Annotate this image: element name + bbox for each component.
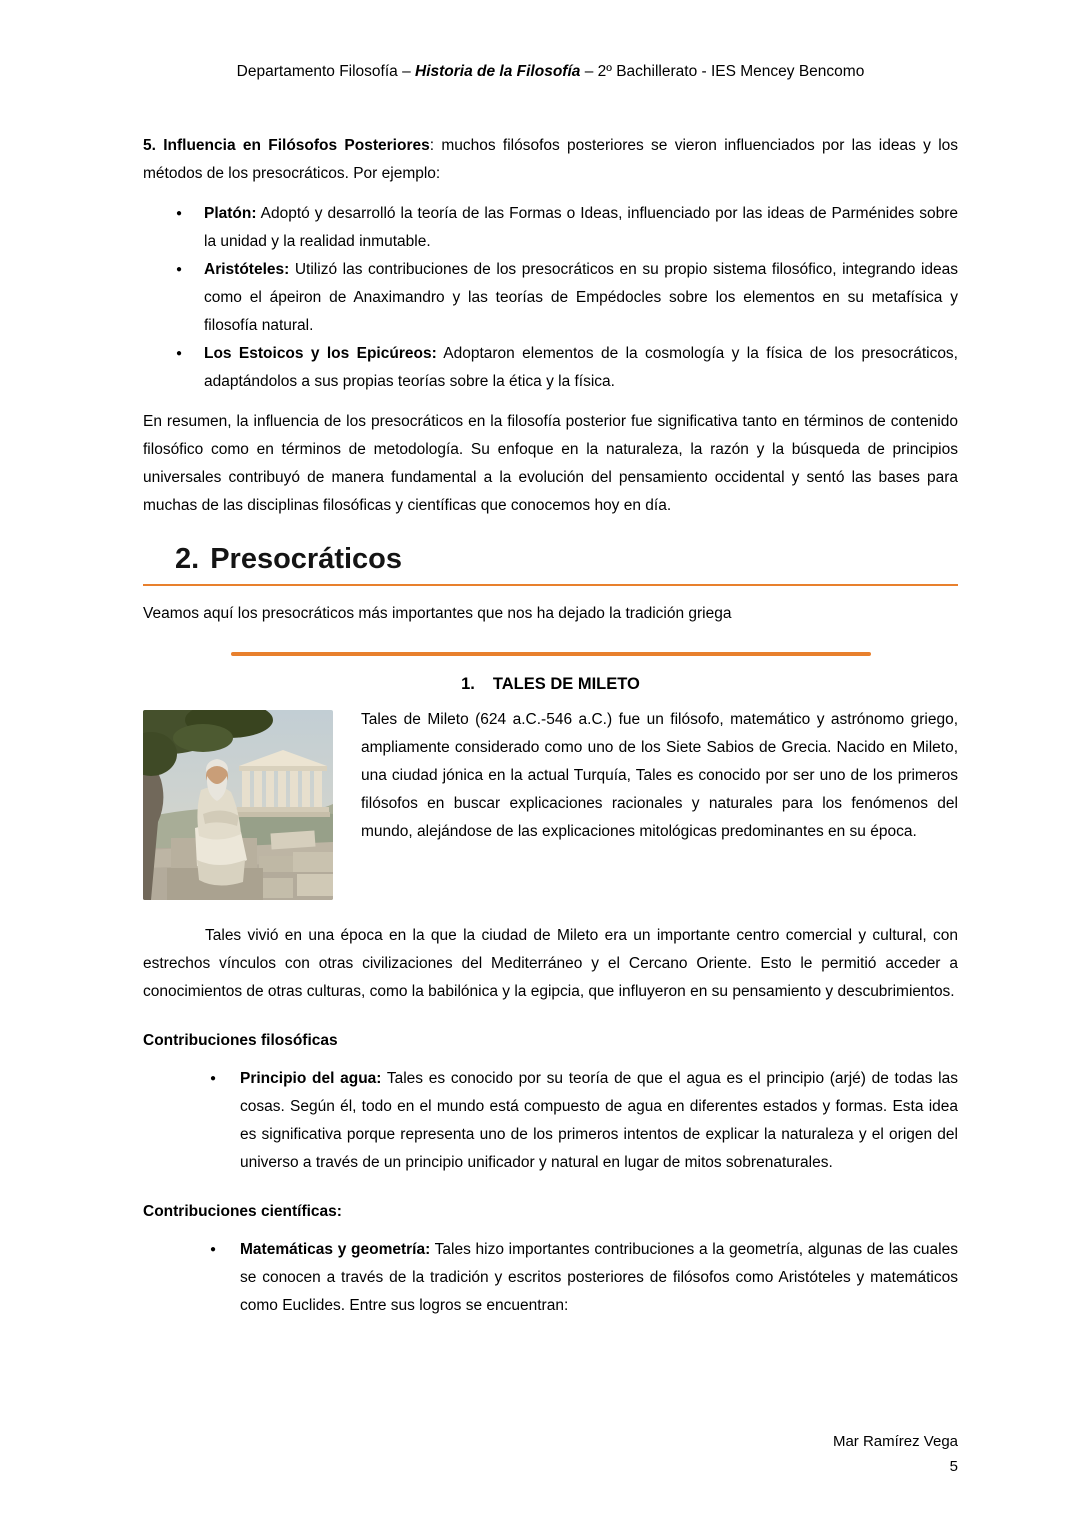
tales-heading-title: TALES DE MILETO <box>492 675 640 693</box>
scientific-bullet-list <box>143 1236 958 1320</box>
philosophical-bullet-list <box>143 1065 958 1177</box>
paragraph-tales-bio: Tales de Mileto (624 a.C.-546 a.C.) fue un filósofo, matemático y astrónomo griego, ampliamente considerado como uno de los Siete Sabios de Grecia. Nacido en Mileto, una ciudad jónica en la actual Turquía, Tales es conocido por ser uno de los primeros filósofos en buscar explicaciones racionales y naturales para los fenómenos del mundo, alejándose de las explicaciones mitológicas predominantes en su época. <box>361 711 958 840</box>
list-item-aristoteles: ● Aristóteles: Utilizó las contribuciones de los presocráticos en su propio sistema filosófico, integrando ideas como el ápeiron de Anaximandro y las teorías de Empédocles sobre los elementos en su metafísica y filosofía natural. <box>143 256 958 340</box>
tales-de-mileto-image <box>143 710 333 900</box>
footer-page-number: 5 <box>949 1458 958 1475</box>
section-title: Presocráticos <box>210 543 403 575</box>
section-number: 2. <box>175 543 200 575</box>
tales-heading <box>143 672 958 696</box>
list-item-principio-del-agua: ● Principio del agua: Tales es conocido por su teoría de que el agua es el principio (arjé) de todas las cosas. Según él, todo en el mundo está compuesto de agua en diferentes estados y formas. Esta idea es significativa porque representa uno de los primeros intentos de explicar la naturaleza y el origen del universo a través de un principio unificador y natural en lugar de mitos sobrenaturales. <box>143 1065 958 1177</box>
paragraph-influence-intro: 5. Influencia en Filósofos Posteriores: muchos filósofos posteriores se vieron influenciados por las ideas y los métodos de los presocráticos. Por ejemplo: <box>143 137 959 182</box>
list-item-matematicas-geometria: ● Matemáticas y geometría: Tales hizo importantes contribuciones a la geometría, algunas de las cuales se conocen a través de la tradición y escritos posteriores de filósofos como Aristóteles y matemáticos como Euclides. Entre sus logros se encuentran: <box>143 1236 958 1320</box>
section-heading-underline <box>143 542 958 586</box>
list-item-platon: ● Platón: Adoptó y desarrolló la teoría de las Formas o Ideas, influenciado por las ideas de Parménides sobre la unidad y la realidad inmutable. <box>143 200 958 256</box>
heading-contribuciones-filosoficas: Contribuciones filosóficas <box>143 1032 338 1049</box>
list-item-estoicos-epicureos: ● Los Estoicos y los Epicúreos: Adoptaron elementos de la cosmología y la física de los presocráticos, adaptándolos a sus propias teorías sobre la ética y la física. <box>143 340 958 396</box>
orange-divider <box>231 652 871 656</box>
philosopher-illustration <box>143 710 333 900</box>
page-footer <box>833 1429 958 1479</box>
footer-author: Mar Ramírez Vega <box>832 1433 958 1450</box>
tales-intro-block <box>143 706 958 906</box>
heading-contribuciones-cientificas: Contribuciones científicas: <box>143 1203 342 1220</box>
influence-bullet-list <box>143 200 958 396</box>
document-header: Departamento Filosofía – Historia de la Filosofía – 2º Bachillerato - IES Mencey Bencomo <box>236 63 865 80</box>
paragraph-tales-context: Tales vivió en una época en la que la ciudad de Mileto era un importante centro comercial y cultural, con estrechos vínculos con otras civilizaciones del Mediterráneo y el Cercano Oriente. Esto le permitió acceder a conocimientos de otras culturas, como la babilónica y la egipcia, que influyeron en su pensamiento y descubrimientos. <box>143 927 958 1000</box>
tales-heading-number: 1. <box>461 675 475 693</box>
paragraph-influence-summary: En resumen, la influencia de los presocráticos en la filosofía posterior fue significativa tanto en términos de contenido filosófico como en términos de metodología. Su enfoque en la naturaleza, la razón y la búsqueda de principios universales contribuyó de manera fundamental a la evolución del pensamiento occidental y sentó las bases para muchas de las disciplinas filosóficas y científicas que conocemos hoy en día. <box>143 413 958 514</box>
paragraph-presocraticos-intro: Veamos aquí los presocráticos más importantes que nos ha dejado la tradición griega <box>143 605 732 622</box>
section-heading-presocraticos <box>175 542 958 576</box>
